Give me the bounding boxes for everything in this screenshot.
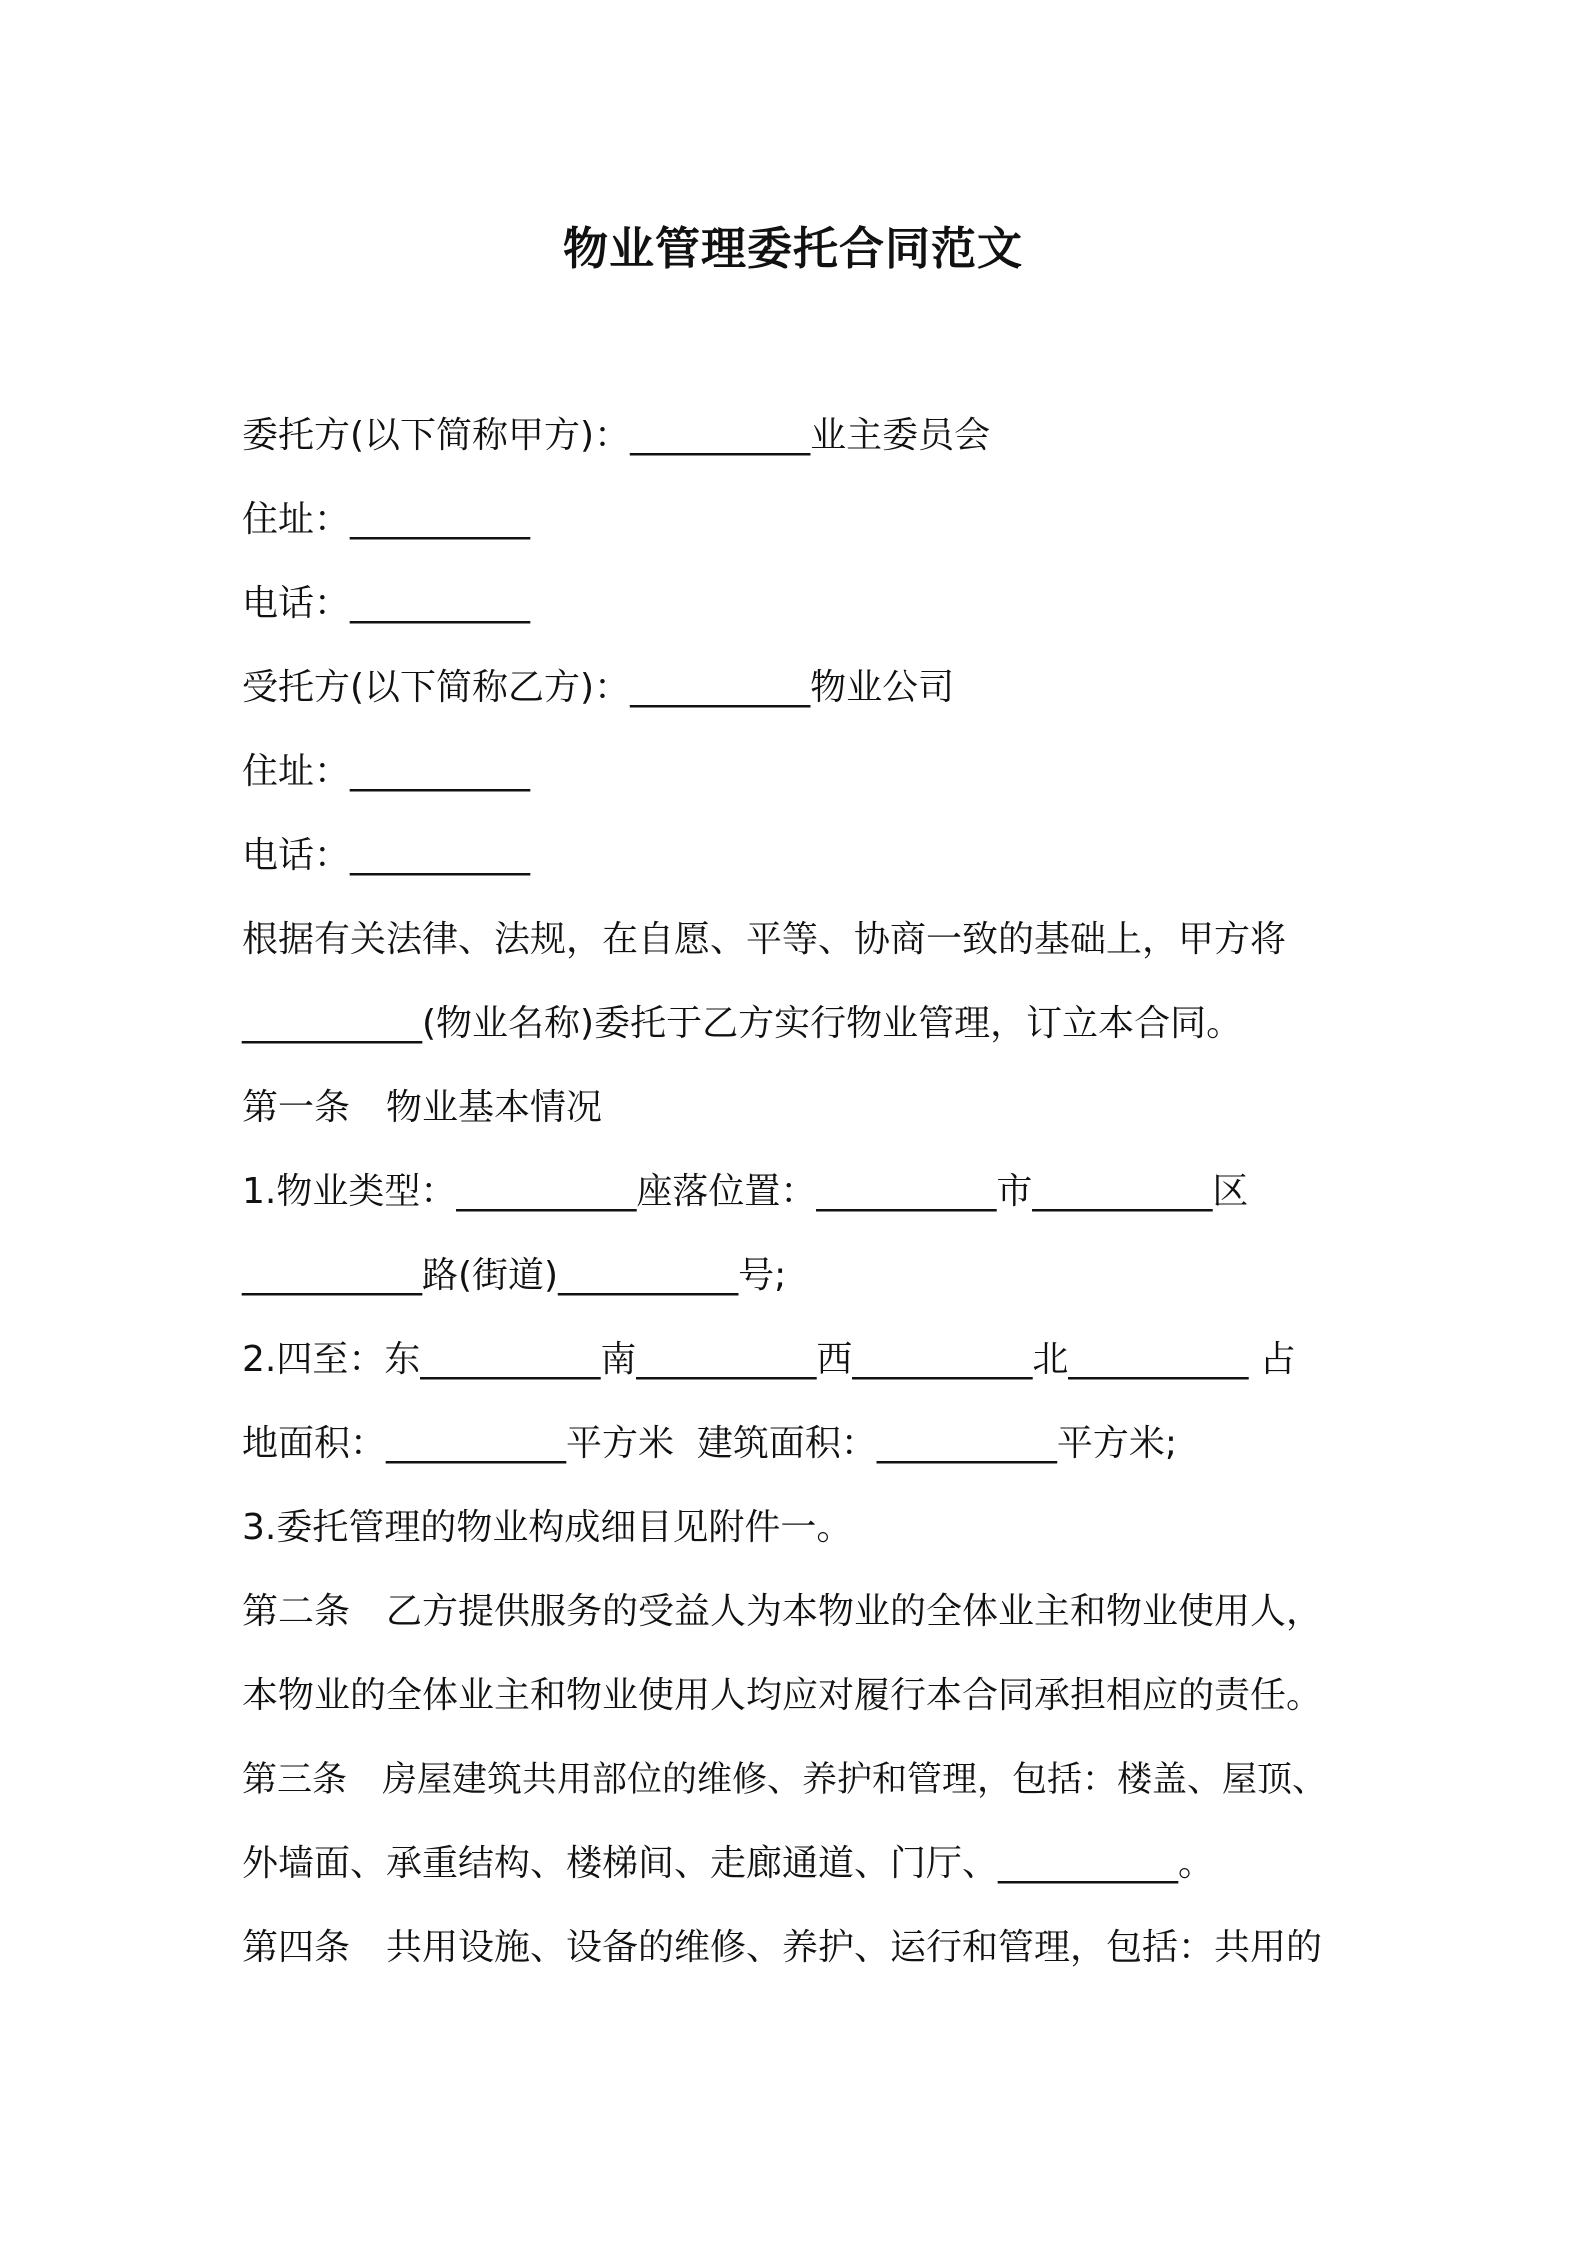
article-1-item-1-line-2: __________路(街道)__________号; xyxy=(242,1255,787,1296)
party-a-name-line: 委托方(以下简称甲方)：__________业主委员会 xyxy=(242,415,991,456)
article-1-item-1-line-1: 1.物业类型：__________座落位置：__________市__________区 xyxy=(242,1171,1249,1212)
article-2-line-1: 第二条 乙方提供服务的受益人为本物业的全体业主和物业使用人， xyxy=(242,1591,1323,1632)
article-1-item-2-line-2: 地面积：__________平方米 建筑面积：__________平方米; xyxy=(242,1423,1178,1464)
party-b-name-line: 受托方(以下简称乙方)：__________物业公司 xyxy=(242,667,955,708)
article-3-line-1: 第三条 房屋建筑共用部位的维修、养护和管理，包括：楼盖、屋顶、 xyxy=(242,1760,1328,1800)
document-title: 物业管理委托合同范文 xyxy=(562,222,1023,275)
party-a-phone-line: 电话：__________ xyxy=(242,583,531,624)
party-a-address-line: 住址：__________ xyxy=(242,499,531,540)
party-b-address-line: 住址：__________ xyxy=(242,751,531,792)
article-3-line-2: 外墙面、承重结构、楼梯间、走廊通道、门厅、__________。 xyxy=(242,1843,1215,1884)
article-1-item-2-line-1: 2.四至：东__________南__________西__________北__________ 占 xyxy=(242,1339,1296,1380)
preamble-line-2: __________(物业名称)委托于乙方实行物业管理，订立本合同。 xyxy=(242,1003,1243,1044)
article-1-item-3: 3.委托管理的物业构成细目见附件一。 xyxy=(242,1507,853,1548)
party-b-phone-line: 电话：__________ xyxy=(242,835,531,876)
preamble-line-1: 根据有关法律、法规，在自愿、平等、协商一致的基础上，甲方将 xyxy=(242,919,1287,960)
article-4-line-1: 第四条 共用设施、设备的维修、养护、运行和管理，包括：共用的 xyxy=(242,1927,1323,1968)
article-2-line-2: 本物业的全体业主和物业使用人均应对履行本合同承担相应的责任。 xyxy=(242,1675,1323,1716)
article-1-heading: 第一条 物业基本情况 xyxy=(242,1087,603,1128)
